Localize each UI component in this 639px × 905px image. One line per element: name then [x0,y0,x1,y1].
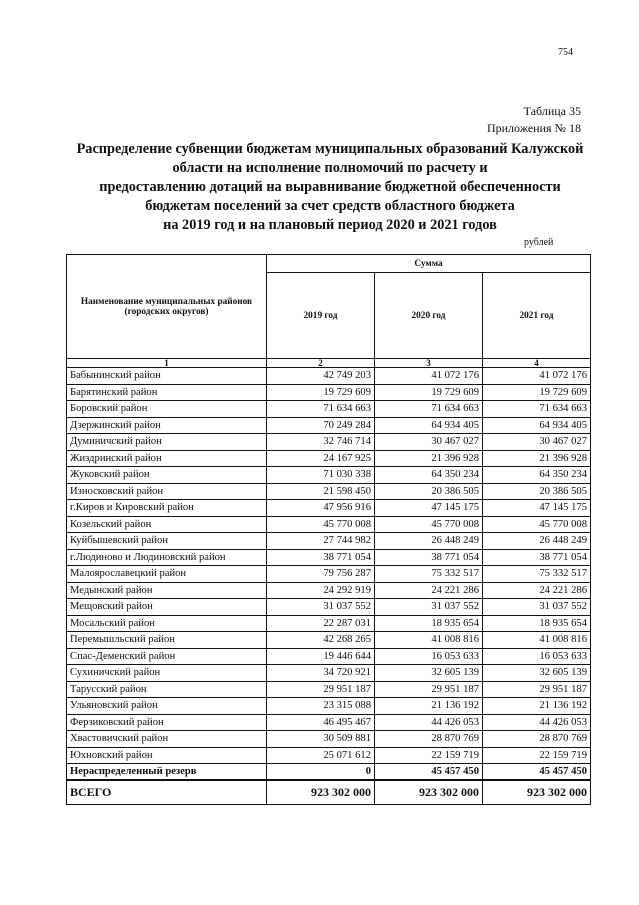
subvention-table [66,254,591,805]
value-2020: 41 072 176 [375,368,483,385]
table-row [67,483,591,500]
reserve-name: Нераспределенный резерв [67,764,267,781]
district-name: Перемышльский район [67,632,267,649]
value-2020: 28 870 769 [375,731,483,748]
value-2020: 18 935 654 [375,615,483,632]
total-2019: 923 302 000 [267,780,375,805]
reserve-2020: 45 457 450 [375,764,483,781]
value-2019: 19 729 609 [267,384,375,401]
value-2019: 42 749 203 [267,368,375,385]
table-row [67,582,591,599]
district-name: Мосальский район [67,615,267,632]
value-2019: 70 249 284 [267,417,375,434]
district-name: Думиничский район [67,434,267,451]
value-2020: 41 008 816 [375,632,483,649]
total-2021: 923 302 000 [483,780,591,805]
value-2019: 34 720 921 [267,665,375,682]
value-2019: 22 287 031 [267,615,375,632]
value-2021: 41 072 176 [483,368,591,385]
value-2021: 41 008 816 [483,632,591,649]
district-name: Медынский район [67,582,267,599]
district-name: г.Киров и Кировский район [67,500,267,517]
header-year-2020: 2020 год [375,273,483,359]
table-body [67,368,591,764]
value-2020: 21 396 928 [375,450,483,467]
district-name: Козельский район [67,516,267,533]
table-row [67,500,591,517]
table-label-line2: Приложения № 18 [486,121,581,135]
reserve-row [67,764,591,781]
table-row [67,516,591,533]
value-2020: 16 053 633 [375,648,483,665]
value-2019: 29 951 187 [267,681,375,698]
value-2020: 47 145 175 [375,500,483,517]
value-2019: 31 037 552 [267,599,375,616]
value-2019: 38 771 054 [267,549,375,566]
value-2020: 29 951 187 [375,681,483,698]
value-2020: 21 136 192 [375,698,483,715]
header-name-column: Наименование муниципальных районов (городских округов) [67,255,267,359]
column-number: 2 [267,359,375,368]
district-name: Мещовский район [67,599,267,616]
value-2020: 38 771 054 [375,549,483,566]
value-2021: 21 396 928 [483,450,591,467]
value-2020: 20 386 505 [375,483,483,500]
district-name: Ульяновский район [67,698,267,715]
value-2021: 64 934 405 [483,417,591,434]
column-number: 1 [67,359,267,368]
district-name: Юхновский район [67,747,267,764]
table-label [487,103,581,137]
table-row [67,632,591,649]
value-2021: 30 467 027 [483,434,591,451]
district-name: Дзержинский район [67,417,267,434]
district-name: Барятинский район [67,384,267,401]
district-name: Боровский район [67,401,267,418]
title-line: области на исполнение полномочий по расчету и [172,160,488,176]
table-row [67,566,591,583]
value-2021: 31 037 552 [483,599,591,616]
value-2021: 44 426 053 [483,714,591,731]
value-2021: 18 935 654 [483,615,591,632]
value-2021: 20 386 505 [483,483,591,500]
table-row [67,434,591,451]
value-2019: 45 770 008 [267,516,375,533]
value-2019: 32 746 714 [267,434,375,451]
district-name: Ферзиковский район [67,714,267,731]
district-name: Хвастовичский район [67,731,267,748]
value-2021: 22 159 719 [483,747,591,764]
table-row [67,467,591,484]
district-name: Малоярославецкий район [67,566,267,583]
title-line: Распределение субвенции бюджетам муниципальных образований Калужской [76,141,584,157]
header-year-2019: 2019 год [267,273,375,359]
header-sum: Сумма [267,255,591,273]
document-title [60,140,600,235]
value-2021: 32 605 139 [483,665,591,682]
value-2019: 19 446 644 [267,648,375,665]
header-year-2021: 2021 год [483,273,591,359]
table-row [67,615,591,632]
table-row [67,417,591,434]
table-row [67,714,591,731]
reserve-2019: 0 [267,764,375,781]
table-row [67,599,591,616]
district-name: Куйбышевский район [67,533,267,550]
value-2021: 71 634 663 [483,401,591,418]
table-label-line1: Таблица 35 [523,104,581,118]
page-number: 754 [558,47,573,58]
column-number: 4 [483,359,591,368]
value-2019: 23 315 088 [267,698,375,715]
currency-unit: рублей [524,237,554,248]
table-row [67,681,591,698]
table-row [67,549,591,566]
district-name: Жиздринский район [67,450,267,467]
total-name: ВСЕГО [67,780,267,805]
value-2020: 31 037 552 [375,599,483,616]
value-2021: 64 350 234 [483,467,591,484]
value-2019: 71 030 338 [267,467,375,484]
value-2019: 24 292 919 [267,582,375,599]
value-2020: 30 467 027 [375,434,483,451]
value-2020: 44 426 053 [375,714,483,731]
value-2019: 27 744 982 [267,533,375,550]
value-2019: 25 071 612 [267,747,375,764]
value-2021: 21 136 192 [483,698,591,715]
table-row [67,450,591,467]
table-row [67,401,591,418]
value-2020: 64 934 405 [375,417,483,434]
value-2019: 47 956 916 [267,500,375,517]
value-2020: 64 350 234 [375,467,483,484]
column-number: 3 [375,359,483,368]
district-name: г.Людиново и Людиновский район [67,549,267,566]
title-line: предоставлению дотаций на выравнивание бюджетной обеспеченности [99,179,561,195]
value-2019: 30 509 881 [267,731,375,748]
value-2020: 19 729 609 [375,384,483,401]
district-name: Тарусский район [67,681,267,698]
district-name: Сухиничский район [67,665,267,682]
title-line: на 2019 год и на плановый период 2020 и 2021 годов [163,217,497,233]
value-2019: 71 634 663 [267,401,375,418]
value-2019: 24 167 925 [267,450,375,467]
total-row [67,780,591,805]
district-name: Износковский район [67,483,267,500]
value-2020: 26 448 249 [375,533,483,550]
value-2021: 19 729 609 [483,384,591,401]
value-2020: 22 159 719 [375,747,483,764]
district-name: Спас-Деменский район [67,648,267,665]
table-row [67,533,591,550]
value-2020: 24 221 286 [375,582,483,599]
table-row [67,368,591,385]
value-2019: 79 756 287 [267,566,375,583]
table-row [67,384,591,401]
value-2021: 26 448 249 [483,533,591,550]
value-2021: 29 951 187 [483,681,591,698]
value-2021: 38 771 054 [483,549,591,566]
value-2020: 32 605 139 [375,665,483,682]
district-name: Бабынинский район [67,368,267,385]
table-row [67,665,591,682]
value-2021: 47 145 175 [483,500,591,517]
value-2019: 42 268 265 [267,632,375,649]
value-2019: 46 495 467 [267,714,375,731]
value-2021: 16 053 633 [483,648,591,665]
value-2020: 75 332 517 [375,566,483,583]
district-name: Жуковский район [67,467,267,484]
table-row [67,648,591,665]
value-2021: 75 332 517 [483,566,591,583]
value-2021: 28 870 769 [483,731,591,748]
value-2020: 71 634 663 [375,401,483,418]
value-2019: 21 598 450 [267,483,375,500]
table-row [67,731,591,748]
reserve-2021: 45 457 450 [483,764,591,781]
value-2021: 45 770 008 [483,516,591,533]
value-2020: 45 770 008 [375,516,483,533]
table-row [67,698,591,715]
title-line: бюджетам поселений за счет средств областного бюджета [145,198,515,214]
value-2021: 24 221 286 [483,582,591,599]
table-row [67,747,591,764]
total-2020: 923 302 000 [375,780,483,805]
